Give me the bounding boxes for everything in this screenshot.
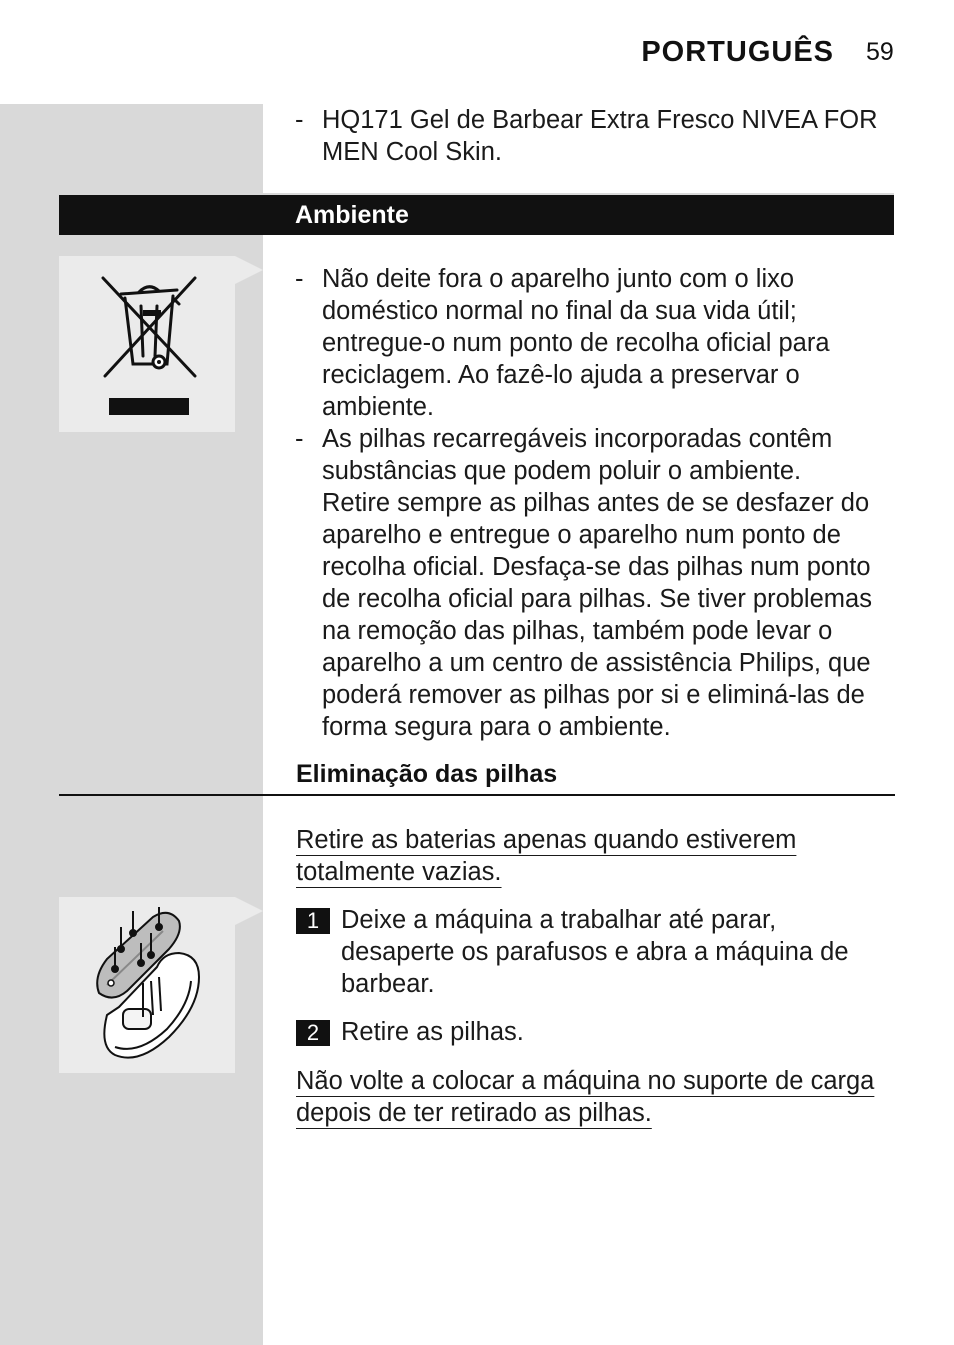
bullet-text: HQ171 Gel de Barbear Extra Fresco NIVEA FOR MEN Cool Skin. bbox=[322, 106, 878, 166]
bullet-dash: - bbox=[295, 425, 304, 453]
opened-shaver-with-screws-illustration bbox=[59, 897, 235, 1073]
subsection-title-battery-disposal: Eliminação das pilhas bbox=[296, 760, 558, 788]
section-title-ambiente: Ambiente bbox=[295, 201, 409, 229]
page-number: 59 bbox=[866, 38, 894, 66]
section-header-bar bbox=[59, 193, 894, 235]
step-number: 2 bbox=[296, 1020, 330, 1046]
step-text: Retire as pilhas. bbox=[341, 1018, 524, 1046]
list-item bbox=[295, 423, 895, 743]
warning-text: Retire as baterias apenas quando estiverem totalmente vazias. bbox=[296, 826, 797, 886]
warning-note bbox=[296, 1065, 906, 1129]
bullet-text: Não deite fora o aparelho junto com o lixo doméstico normal no final da sua vida útil; entregue-o num ponto de recolha oficial para reciclagem. Ao fazê-lo ajuda a preservar o ambiente. bbox=[322, 265, 830, 421]
step-number: 1 bbox=[296, 908, 330, 934]
bullet-dash: - bbox=[295, 106, 304, 134]
page-language-header: PORTUGUÊS bbox=[641, 36, 834, 68]
panel-pointer bbox=[235, 256, 263, 284]
list-item bbox=[295, 263, 895, 423]
bullet-text: As pilhas recarregáveis incorporadas contêm substâncias que podem poluir o ambiente. Retire sempre as pilhas antes de se desfazer do aparelho e entregue o aparelho num ponto de recolha oficial. Desfaça-se das pilhas num ponto de recolha oficial para pilhas. Se tiver problemas na remoção das pilhas, também pode levar o aparelho a um centro de assistência Philips, que poderá remover as pilhas por si e eliminá-las de forma segura para o ambiente. bbox=[322, 425, 872, 741]
list-item bbox=[295, 104, 895, 168]
step-item bbox=[296, 904, 896, 1000]
weee-icon-panel bbox=[59, 256, 235, 432]
section-divider bbox=[59, 794, 895, 796]
step-text: Deixe a máquina a trabalhar até parar, desaperte os parafusos e abra a máquina de barbear. bbox=[341, 906, 849, 998]
bullet-dash: - bbox=[295, 265, 304, 293]
warning-note bbox=[296, 824, 816, 888]
warning-text: Não volte a colocar a máquina no suporte de carga depois de ter retirado as pilhas. bbox=[296, 1067, 875, 1127]
shaver-illustration-panel bbox=[59, 897, 235, 1073]
step-item bbox=[296, 1016, 896, 1048]
panel-pointer bbox=[235, 897, 263, 925]
crossed-out-wheelie-bin-icon bbox=[59, 256, 235, 432]
